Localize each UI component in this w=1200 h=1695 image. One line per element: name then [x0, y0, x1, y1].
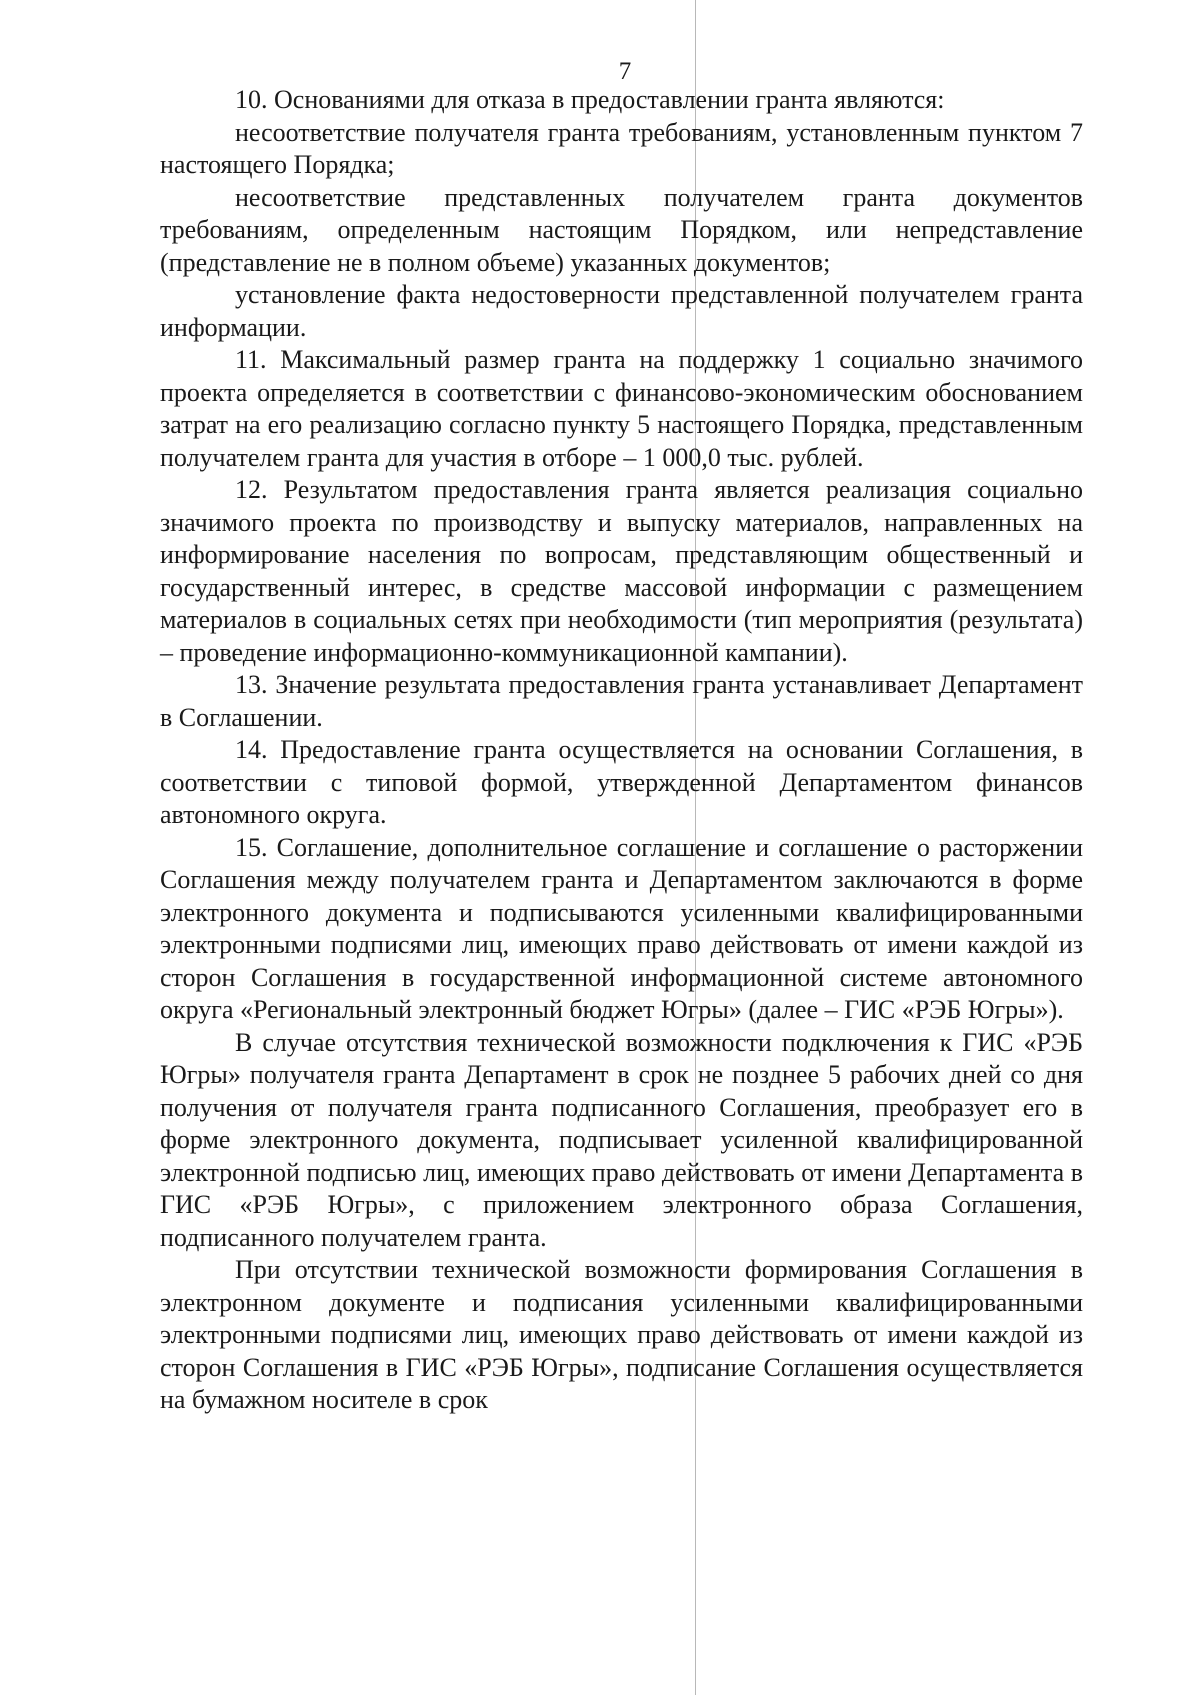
paragraph-10-header: 10. Основаниями для отказа в предоставлении гранта являются: [235, 85, 945, 114]
paragraph-11: 11. Максимальный размер гранта на поддержку 1 социально значимого проекта определяется в соответствии с финансово-экономическим обоснованием затрат на его реализацию согласно пункту 5 настоящего Порядка, представленным получателем гранта для участия в отборе – 1 000,0 тыс. рублей. [160, 345, 1083, 472]
paragraph-refusal-reason-2: несоответствие представленных получателем гранта документов требованиям, определенным настоящим Порядком, или непредставление (представление не в полном объеме) указанных документов; [160, 182, 1083, 277]
page-number: 7 [618, 58, 632, 85]
paragraph-paper-signing: При отсутствии технической возможности формирования Соглашения в электронном документе и подписания усиленными квалифицированными электронными подписями лиц, имеющих право действовать от имени каждой из сторон Соглашения в ГИС «РЭБ Югры», подписание Соглашения осуществляется на бумажном носителе в срок [160, 1255, 1083, 1414]
paragraph-13: 13. Значение результата предоставления гранта устанавливает Департамент в Соглашении. [160, 670, 1083, 732]
paragraph-no-gis-connection: В случае отсутствия технической возможности подключения к ГИС «РЭБ Югры» получателя гранта Департамент в срок не позднее 5 рабочих дней со дня получения от получателя гранта подписанного Соглашения, преобразует его в форме электронного документа, подписывает усиленной квалифицированной электронной подписью лиц, имеющих право действовать от имени Департамента в ГИС «РЭБ Югры», с приложением электронного образа Соглашения, подписанного получателем гранта. [160, 1027, 1083, 1252]
paragraph-refusal-reason-1: несоответствие получателя гранта требованиям, установленным пунктом 7 настоящего Порядка; [160, 117, 1083, 179]
paragraph-12: 12. Результатом предоставления гранта является реализация социально значимого проекта по производству и выпуску материалов, направленных на информирование населения по вопросам, представляющим общественный и государственный интерес, в средстве массовой информации с размещением материалов в социальных сетях при необходимости (тип мероприятия (результата) – проведение информационно-коммуникационной кампании). [160, 475, 1083, 667]
paragraph-refusal-reason-3: установление факта недостоверности представленной получателем гранта информации. [160, 280, 1083, 342]
paragraph-15: 15. Соглашение, дополнительное соглашение и соглашение о расторжении Соглашения между получателем гранта и Департаментом заключаются в форме электронного документа и подписываются усиленными квалифицированными электронными подписями лиц, имеющих право действовать от имени каждой из сторон Соглашения в государственной информационной системе автономного округа «Региональный электронный бюджет Югры» (далее – ГИС «РЭБ Югры»). [160, 832, 1083, 1024]
document-body [160, 84, 1083, 1417]
paragraph-14: 14. Предоставление гранта осуществляется на основании Соглашения, в соответствии с типовой формой, утвержденной Департаментом финансов автономного округа. [160, 735, 1083, 829]
